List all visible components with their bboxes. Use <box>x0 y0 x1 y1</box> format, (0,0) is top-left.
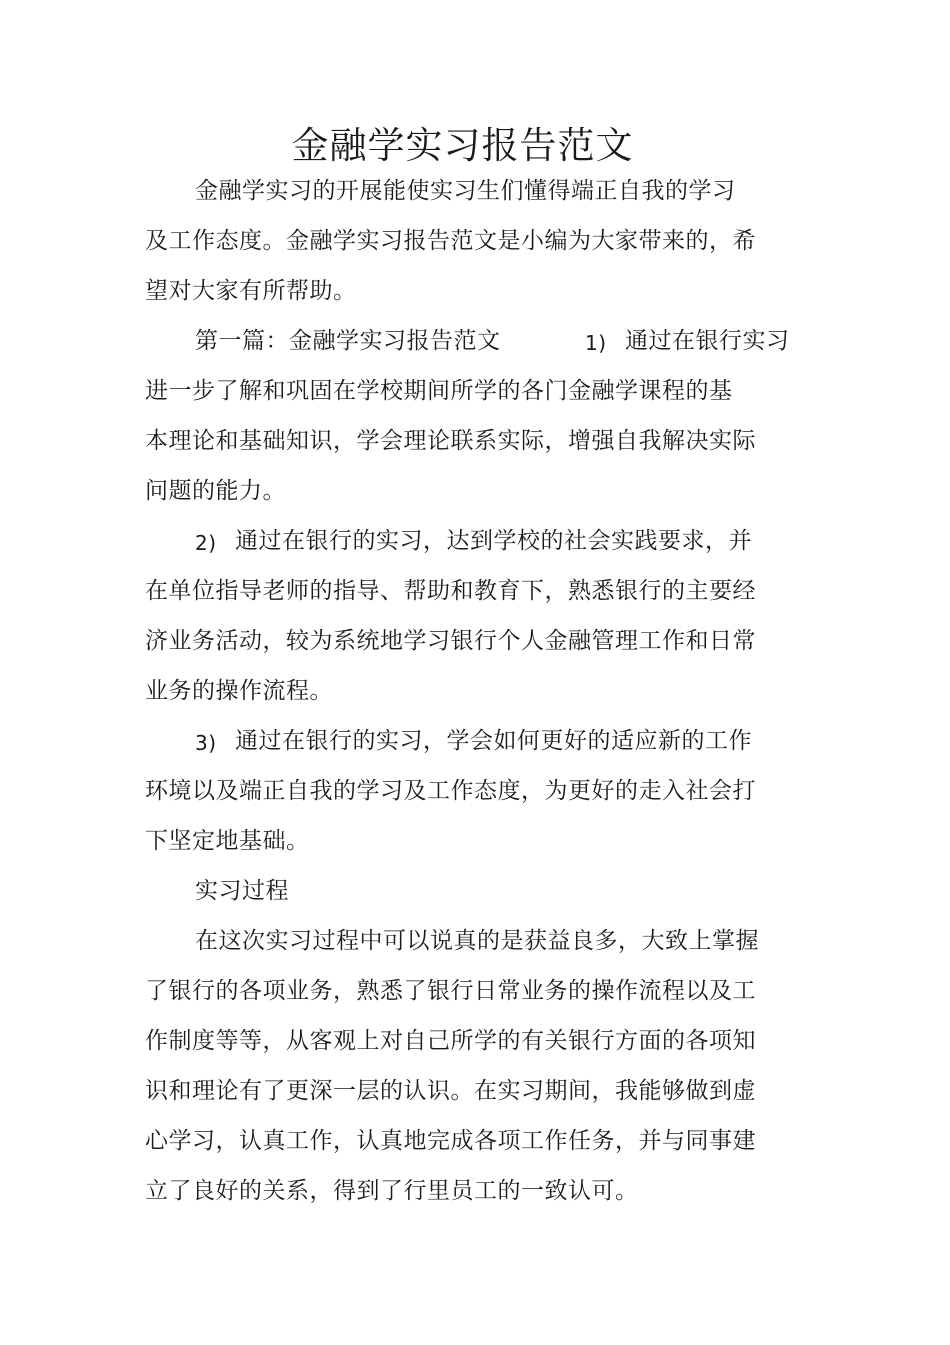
intro-line-2: 及工作态度。金融学实习报告范文是小编为大家带来的，希 <box>145 228 756 254</box>
intro-line-1: 金融学实习的开展能使实习生们懂得端正自我的学习 <box>195 178 736 204</box>
item2-number: 2) <box>195 531 217 555</box>
process-line-4: 识和理论有了更深一层的认识。在实习期间，我能够做到虚 <box>145 1078 756 1104</box>
process-line-2: 了银行的各项业务，熟悉了银行日常业务的操作流程以及工 <box>145 978 756 1004</box>
intro-line-3: 望对大家有所帮助。 <box>145 278 357 304</box>
process-line-1: 在这次实习过程中可以说真的是获益良多，大致上掌握 <box>195 928 759 954</box>
section2-heading: 实习过程 <box>195 878 289 904</box>
item2-line-3: 济业务活动，较为系统地学习银行个人金融管理工作和日常 <box>145 628 756 654</box>
item1-line-3: 本理论和基础知识，学会理论联系实际，增强自我解决实际 <box>145 428 756 454</box>
process-line-3: 作制度等等，从客观上对自己所学的有关银行方面的各项知 <box>145 1028 756 1054</box>
item3-line-3: 下坚定地基础。 <box>145 828 310 854</box>
item1-line-1: 通过在银行实习 <box>625 328 790 354</box>
item1-number: 1) <box>585 331 607 355</box>
item2-line-4: 业务的操作流程。 <box>145 678 333 704</box>
item3-line-1: 通过在银行的实习，学会如何更好的适应新的工作 <box>235 728 752 754</box>
section1-heading: 第一篇：金融学实习报告范文 <box>195 328 501 354</box>
item1-line-4: 问题的能力。 <box>145 478 286 504</box>
process-line-5: 心学习，认真工作，认真地完成各项工作任务，并与同事建 <box>145 1128 756 1154</box>
item2-line-2: 在单位指导老师的指导、帮助和教育下，熟悉银行的主要经 <box>145 578 756 604</box>
item2-line-1: 通过在银行的实习，达到学校的社会实践要求，并 <box>235 528 752 554</box>
item3-number: 3) <box>195 731 217 755</box>
item1-line-2: 进一步了解和巩固在学校期间所学的各门金融学课程的基 <box>145 378 733 404</box>
item3-line-2: 环境以及端正自我的学习及工作态度，为更好的走入社会打 <box>145 778 756 804</box>
process-line-6: 立了良好的关系，得到了行里员工的一致认可。 <box>145 1178 639 1204</box>
document-title: 金融学实习报告范文 <box>291 124 634 167</box>
